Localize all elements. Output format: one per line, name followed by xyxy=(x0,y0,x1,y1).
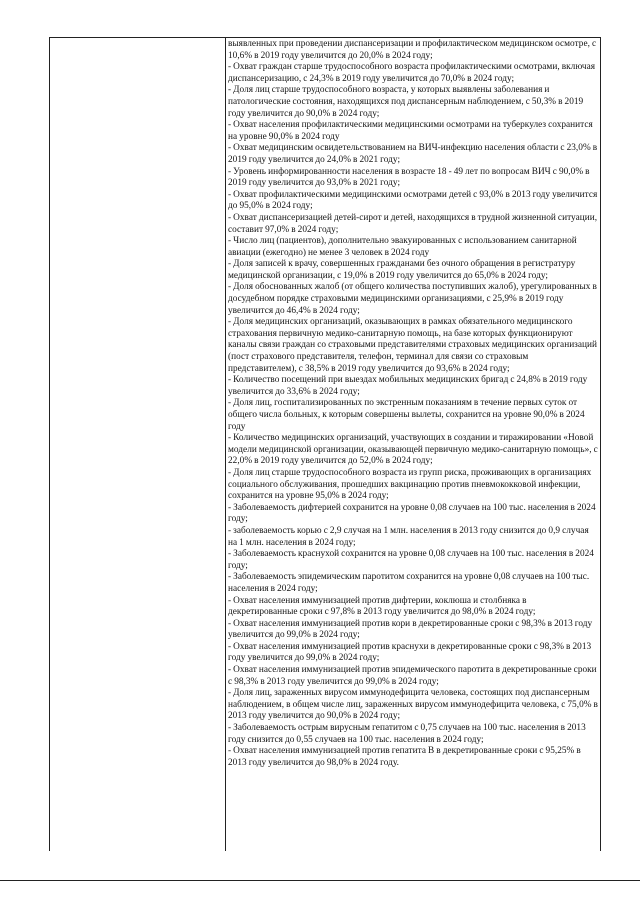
indicator-paragraph: - заболеваемость корью с 2,9 случая на 1 млн. населения в 2013 году снизится до 0,9 случая на 1 млн. населения в 2024 году; xyxy=(228,525,589,548)
indicator-paragraph: - Охват населения профилактическими медицинскими осмотрами на туберкулез сохранится на уровне 90,0% в 2024 году xyxy=(228,120,593,142)
indicator-paragraph: - Заболеваемость дифтерией сохранится на уровне 0,08 случаев на 100 тыс. населения в 2024 году; xyxy=(228,502,596,525)
indicator-paragraph: - Доля медицинских организаций, оказывающих в рамках обязательного медицинского страхования первичную медико-санитарную помощь, на базе которых функционируют каналы связи граждан со страховыми представителями страховых медицинских организаций (пост страхового представителя, телефон, терминал для связи со страховым представителем), с 38,5% в 2019 году увеличится до 93,6% в 2024 году; xyxy=(228,317,598,374)
indicator-paragraph: - Заболеваемость острым вирусным гепатитом с 0,75 случаев на 100 тыс. населения в 2013 году снизится до 0,55 случаев на 100 тыс. населения в 2024 году; xyxy=(228,723,586,745)
indicator-paragraph: - Охват медицинским освидетельствованием на ВИЧ-инфекцию населения области с 23,0% в 2019 году увеличится до 24,0% в 2021 году; xyxy=(228,143,598,165)
page-bottom-rule xyxy=(0,880,640,881)
indicator-paragraph: - Охват населения иммунизацией против кори в декретированные сроки с 98,3% в 2013 году увеличится до 99,0% в 2024 году; xyxy=(228,618,593,641)
left-column-cell xyxy=(50,38,224,850)
indicator-paragraph: - Доля лиц старше трудоспособного возраста, у которых выявлены заболевания и патологические состояния, находящихся под диспансерным наблюдением, с 50,3% в 2019 году увеличится до 90,0% в 2024 году; xyxy=(228,85,584,119)
column-divider xyxy=(225,37,226,851)
indicator-paragraph: - Охват граждан старше трудоспособного возраста профилактическими осмотрами, включая диспансеризацию, с 24,3% в 2019 году увеличится до 70,0% в 2024 году; xyxy=(228,62,596,84)
indicator-paragraph: - Количество медицинских организаций, участвующих в создании и тиражировании «Новой модели медицинской организации, оказывающей первичную медико-санитарную помощь», с 22,0% в 2019 году увеличится до 52,0% в 2024 году; xyxy=(228,433,598,467)
indicator-paragraph: - Доля записей к врачу, совершенных гражданами без очного обращения в регистратуру медицинской организации, с 19,0% в 2019 году увеличится до 65,0% в 2024 году; xyxy=(228,259,576,281)
indicator-paragraph: - Доля лиц, госпитализированных по экстренным показаниям в течение первых суток от общего числа больных, к которым совершены вылеты, сохранится на уровне 90,0% в 2024 году xyxy=(228,398,585,432)
indicator-paragraph: - Охват населения иммунизацией против эпидемического паротита в декретированные сроки с 98,3% в 2013 году увеличится до 99,0% в 2024 году; xyxy=(228,665,597,687)
right-column-cell xyxy=(228,39,598,851)
indicator-paragraph: - Доля лиц старше трудоспособного возраста из групп риска, проживающих в организациях социального обслуживания, прошедших вакцинацию против пневмококковой инфекции, сохранится на уровне 95,0% в 2024 году; xyxy=(228,467,592,502)
indicator-paragraph: - Заболеваемость эпидемическим паротитом сохранится на уровне 0,08 случаев на 100 тыс. населения в 2024 году; xyxy=(228,572,590,594)
indicator-paragraph: - Количество посещений при выездах мобильных медицинских бригад с 24,8% в 2019 году увеличится до 33,6% в 2024 году; xyxy=(228,375,588,397)
indicator-paragraph: - Охват населения иммунизацией против краснухи в декретированные сроки с 98,3% в 2013 году увеличится до 99,0% в 2024 году; xyxy=(228,641,592,664)
indicator-paragraph: - Уровень информированности населения в возрасте 18 - 49 лет по вопросам ВИЧ с 90,0% в 2019 году увеличится до 93,0% в 2021 году; xyxy=(228,166,590,189)
indicator-paragraph: - Доля лиц, зараженных вирусом иммунодефицита человека, состоящих под диспансерным наблюдением, в общем числе лиц, зараженных вирусом иммунодефицита человека, с 75,0% в 2013 году увеличится до 90,0% в 2024 году; xyxy=(228,688,598,722)
indicator-paragraph: - Заболеваемость краснухой сохранится на уровне 0,08 случаев на 100 тыс. населения в 2024 году; xyxy=(228,549,594,571)
indicator-paragraph: - Охват населения иммунизацией против гепатита В в декретированные сроки с 95,25% в 2013 году увеличится до 98,0% в 2024 году. xyxy=(228,746,581,768)
indicator-paragraph: - Охват населения иммунизацией против дифтерии, коклюша и столбняка в декретированные сроки с 97,8% в 2013 году увеличится до 98,0% в 2024 году; xyxy=(228,595,536,618)
indicator-paragraph: - Охват диспансеризацией детей-сирот и детей, находящихся в трудной жизненной ситуации, составит 97,0% в 2024 году; xyxy=(228,212,598,235)
indicator-paragraph: - Доля обоснованных жалоб (от общего количества поступивших жалоб), урегулированных в досудебном порядке страховыми медицинскими организациями, с 25,9% в 2019 году увеличится до 46,4% в 2024 году; xyxy=(228,282,597,316)
indicator-paragraph: - Число лиц (пациентов), дополнительно эвакуированных с использованием санитарной авиации (ежегодно) не менее 3 человек в 2024 году xyxy=(228,236,577,258)
indicator-paragraph: выявленных при проведении диспансеризации и профилактическом медицинском осмотре, с 10,6% в 2019 году увеличится до 20,0% в 2024 году; xyxy=(228,39,597,61)
indicator-paragraph: - Охват профилактическими медицинскими осмотрами детей с 93,0% в 2013 году увеличится до 95,0% в 2024 году; xyxy=(228,189,598,212)
